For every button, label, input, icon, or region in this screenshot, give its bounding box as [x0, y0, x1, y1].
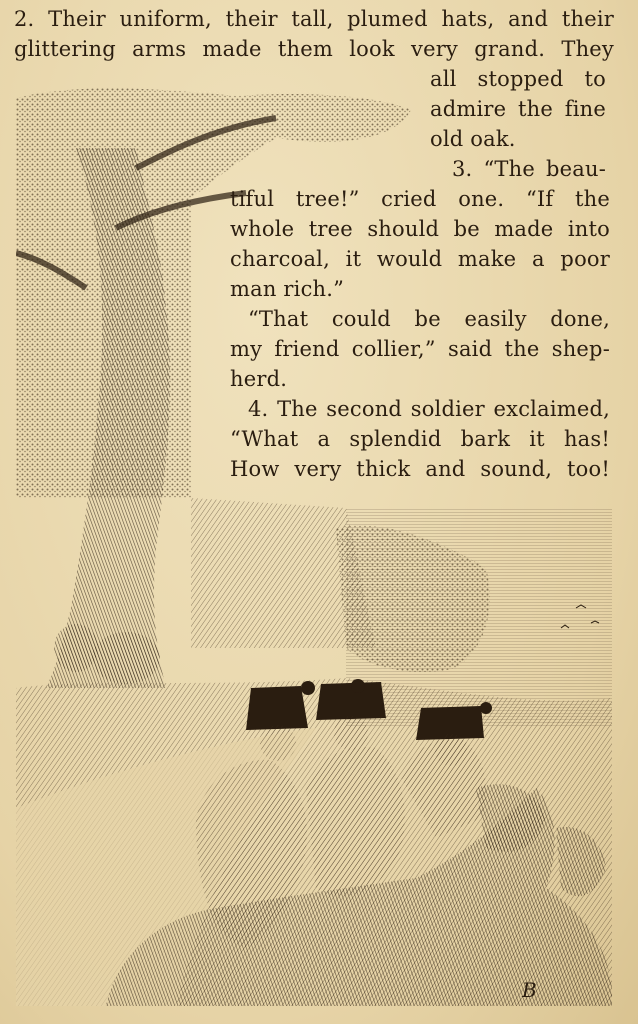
text-line: 3. “The beau-: [452, 157, 606, 181]
text-line: admire the fine: [430, 97, 606, 121]
text-line: old oak.: [430, 127, 516, 151]
text-line: man rich.”: [230, 277, 345, 301]
text-line: herd.: [230, 367, 288, 391]
text-line: all stopped to: [430, 67, 606, 91]
text-line: glittering arms made them look very grand. They: [14, 37, 614, 61]
text-line: “What a splendid bark it has!: [230, 427, 610, 451]
text-line: “That could be easily done,: [248, 307, 610, 331]
text-line: my friend collier,” said the shep-: [230, 337, 610, 361]
text-line: How very thick and sound, too!: [230, 457, 610, 481]
artist-signature: B: [522, 978, 537, 1002]
text-line: whole tree should be made into: [230, 217, 610, 241]
text-line: charcoal, it would make a poor: [230, 247, 610, 271]
text-line: 2. Their uniform, their tall, plumed hats, and their: [14, 7, 614, 31]
text-line: 4. The second soldier exclaimed,: [248, 397, 610, 421]
text-line: tiful tree!” cried one. “If the: [230, 187, 610, 211]
